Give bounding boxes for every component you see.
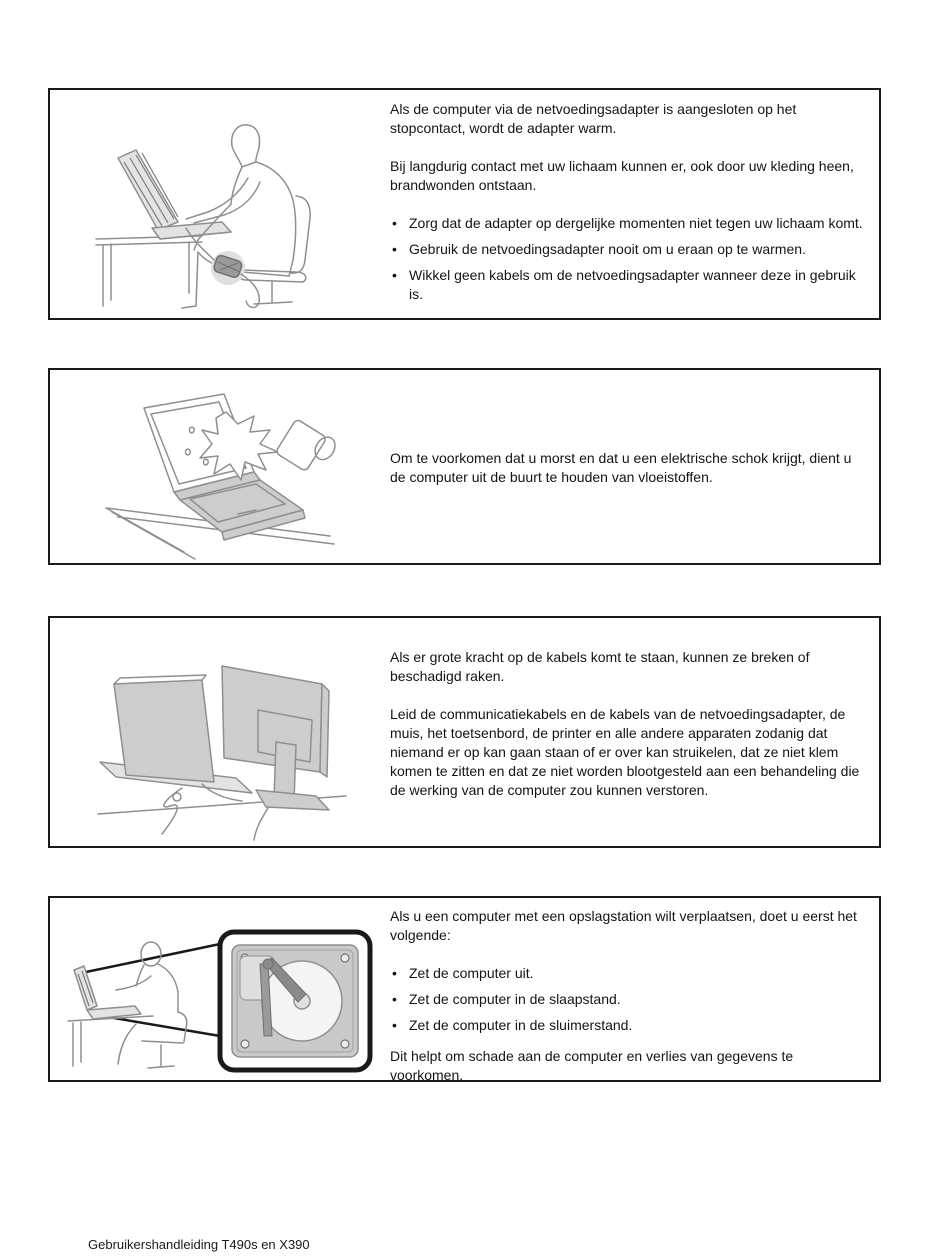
paragraph: Om te voorkomen dat u morst en dat u een elektrische schok krijgt, dient u de computer uit de buurt te houden van vloeistoffen. [390, 450, 852, 485]
paragraph: Als de computer via de netvoedingsadapter is aangesloten op het stopcontact, wordt de adapter warm. [390, 101, 797, 136]
magnifier-lines [86, 944, 220, 1036]
laptop [74, 966, 141, 1019]
liquid-spill-on-laptop-illustration [98, 386, 348, 562]
notice-text-storage-drive [390, 907, 868, 1085]
bullet-list [390, 964, 868, 1035]
bullet-item: • Gebruik de netvoedingsadapter nooit om u eraan op te warmen. [390, 240, 868, 259]
bullet-list [390, 214, 868, 304]
bullet-item: • Zet de computer in de slaapstand. [390, 990, 868, 1009]
paragraph: Bij langdurig contact met uw lichaam kunnen er, ook door uw kleding heen, brandwonden ontstaan. [390, 158, 854, 193]
bullet-item: • Zet de computer uit. [390, 964, 868, 983]
safety-notice-box-storage-drive [48, 896, 881, 1082]
person-at-desk-with-adapter-illustration [90, 100, 352, 312]
bullet-item: • Zorg dat de adapter op dergelijke momenten niet tegen uw lichaam komt. [390, 214, 868, 233]
notice-text-adapter-heat [390, 100, 868, 316]
desk [96, 236, 202, 306]
paragraph: Als u een computer met een opslagstation wilt verplaatsen, doet u eerst het volgende: [390, 908, 857, 943]
paragraph: Leid de communicatiekabels en de kabels van de netvoedingsadapter, de muis, het toetsenbord, de printer en alle andere apparaten zodanig dat niemand er op kan gaan staan of er over kan struikelen, dat ze niet klem komen te zitten en dat ze niet worden blootgesteld aan een behandeling die de werking van de computer zou kunnen verstoren. [390, 706, 860, 798]
office-chair [239, 196, 310, 304]
bullet-item: • Wikkel geen kabels om de netvoedingsadapter wanneer deze in gebruik is. [390, 266, 868, 304]
notice-text-cables [390, 648, 868, 800]
notice-text-liquids [390, 449, 868, 487]
paragraph: Dit helpt om schade aan de computer en verlies van gegevens te voorkomen. [390, 1048, 794, 1083]
safety-notice-box-cables [48, 616, 881, 848]
bullet-item: • Zet de computer in de sluimerstand. [390, 1016, 868, 1035]
hard-disk-drive [232, 945, 358, 1057]
laptop [118, 150, 231, 239]
safety-notice-box-liquids [48, 368, 881, 565]
footer-text: Gebruikershandleiding T490s en X390 [88, 1237, 310, 1252]
laptop-and-monitor-cables-illustration [90, 654, 352, 842]
cup [275, 417, 339, 479]
power-adapter [211, 251, 245, 285]
hard-drive-callout-illustration [56, 924, 378, 1078]
safety-notice-box-adapter-heat [48, 88, 881, 320]
paragraph: Als er grote kracht op de kabels komt te staan, kunnen ze breken of beschadigd raken. [390, 649, 810, 684]
